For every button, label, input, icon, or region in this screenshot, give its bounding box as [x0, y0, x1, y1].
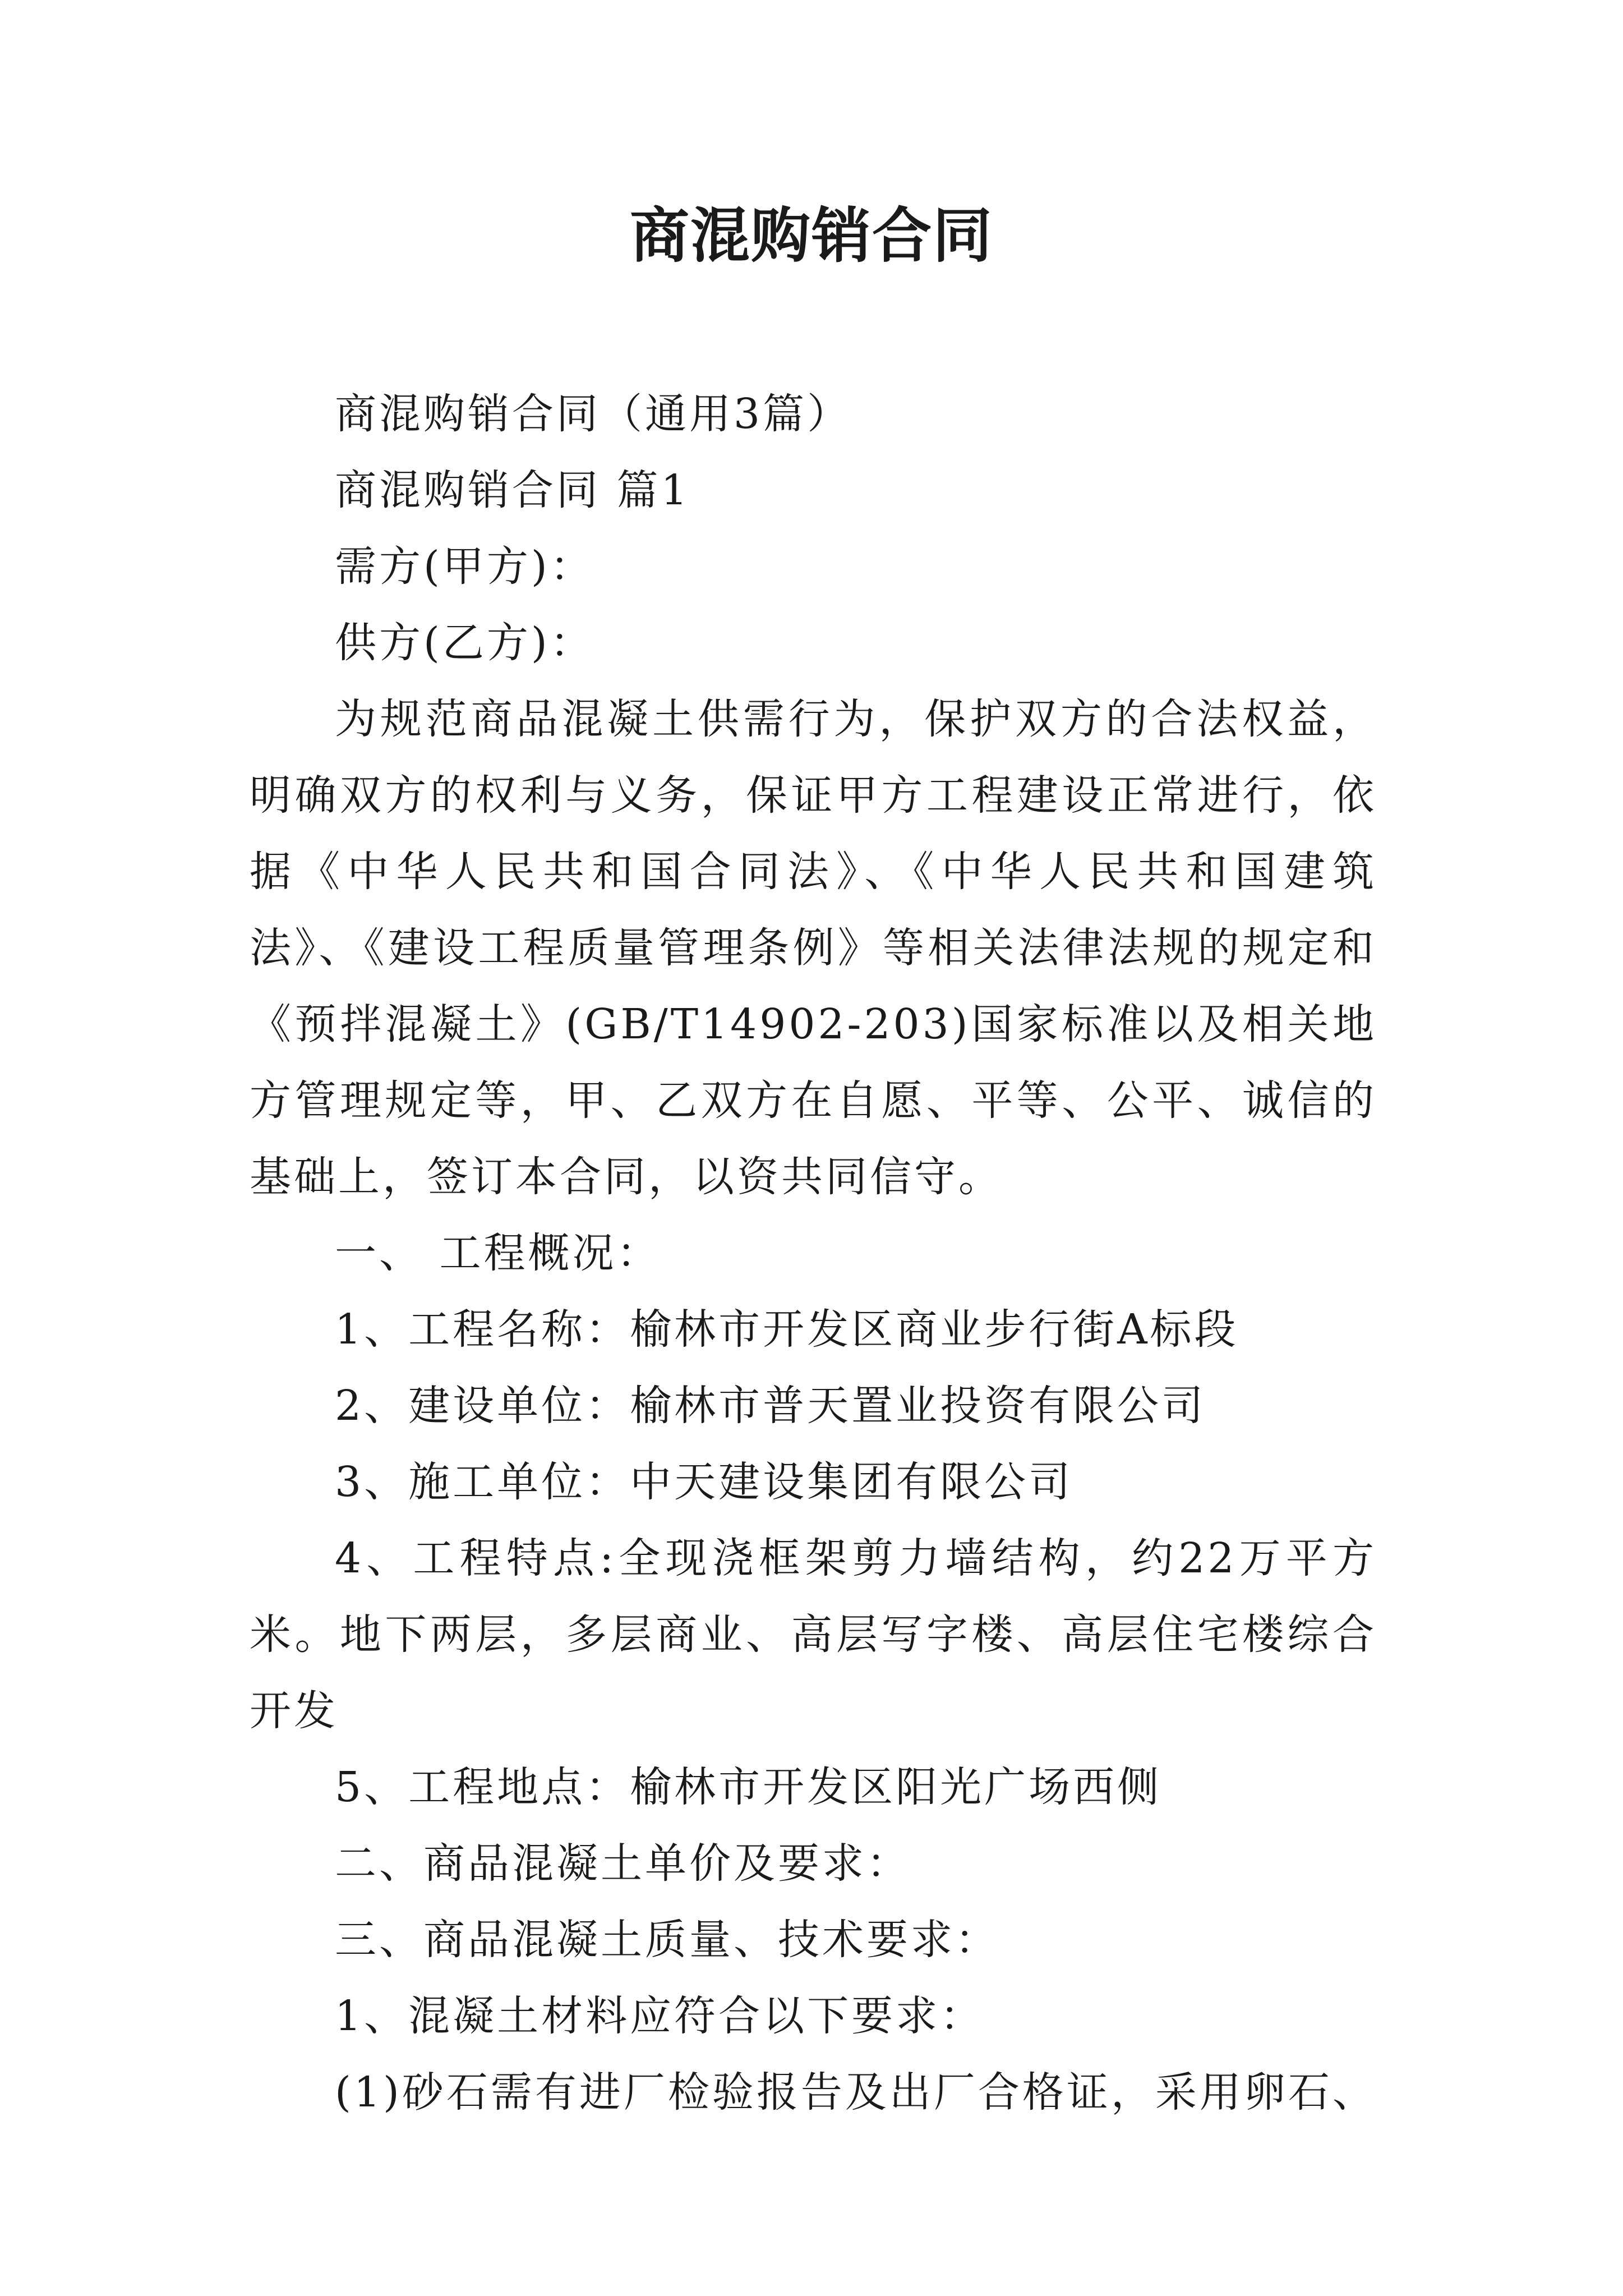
materials-requirement-line: 1、混凝土材料应符合以下要求： [335, 1992, 985, 2040]
aggregate-requirement-line: (1)砂石需有进厂检验报告及出厂合格证，采用卵石、 [335, 2068, 1377, 2116]
preamble-paragraph: 为规范商品混凝土供需行为，保护双方的合法权益，明确双方的权利与义务，保证甲方工程建设正常进行，依据《中华人民共和国合同法》、《中华人民共和国建筑法》、《建设工程质量管理条例》等相关法律法规的规定和《预拌混凝土》(GB/T14902-203)国家标准以及相关地方管理规定等，甲、乙双方在自愿、平等、公平、诚信的基础上，签订本合同，以资共同信守。 [250, 695, 1377, 1201]
document-body [250, 376, 1377, 2131]
construction-owner-line: 2、建设单位：榆林市普天置业投资有限公司 [335, 1382, 1206, 1430]
section-heading-project-overview: 一、 工程概况： [335, 1229, 661, 1277]
section-heading-part-1: 商混购销合同 篇1 [335, 466, 690, 514]
project-features-paragraph: 4、工程特点:全现浇框架剪力墙结构，约22万平方米。地下两层，多层商业、高层写字楼、高层住宅楼综合开发 [250, 1534, 1377, 1735]
section-heading-quality: 三、商品混凝土质量、技术要求： [335, 1916, 999, 1964]
party-b-line: 供方(乙方)： [335, 619, 594, 667]
project-location-line: 5、工程地点：榆林市开发区阳光广场西侧 [335, 1763, 1162, 1811]
section-heading-unit-price: 二、商品混凝土单价及要求： [335, 1839, 911, 1888]
party-a-line: 需方(甲方)： [335, 542, 594, 591]
contractor-line: 3、施工单位：中天建设集团有限公司 [335, 1458, 1073, 1506]
document-title: 商混购销合同 [630, 200, 993, 270]
project-name-line: 1、工程名称：榆林市开发区商业步行街A标段 [335, 1305, 1239, 1354]
document-subtitle: 商混购销合同（通用3篇） [335, 390, 852, 438]
